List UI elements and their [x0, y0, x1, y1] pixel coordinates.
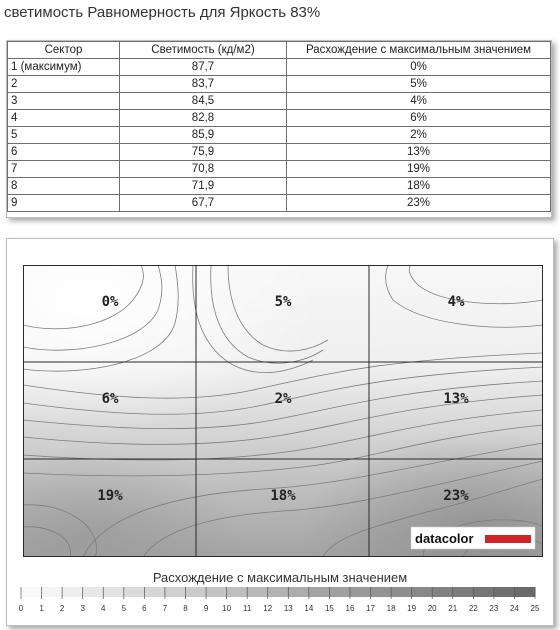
legend-swatch [144, 587, 165, 597]
cell-luminance: 75,9 [120, 144, 287, 161]
uniformity-table [7, 41, 551, 212]
legend-tick-label: 13 [283, 604, 293, 613]
logo-text: datacolor [415, 531, 474, 546]
legend-swatch [227, 587, 248, 597]
cell-deviation: 18% [287, 178, 551, 195]
legend-tick-label: 8 [183, 604, 188, 613]
legend-tick-label: 3 [80, 604, 85, 613]
cell-deviation: 4% [287, 93, 551, 110]
cell-sector: 4 [8, 110, 120, 127]
table-row [8, 144, 551, 161]
legend-tick-label: 25 [530, 604, 540, 613]
page-title: светимость Равномерность для Яркость 83% [4, 4, 321, 21]
legend-swatch [309, 587, 330, 597]
cell-luminance: 82,8 [120, 110, 287, 127]
cell-sector: 6 [8, 144, 120, 161]
cell-luminance: 87,7 [120, 59, 287, 76]
cell-luminance: 67,7 [120, 195, 287, 212]
col-header-deviation: Расхождение с максимальным значением [287, 42, 551, 59]
table-row [8, 195, 551, 212]
uniformity-contour-map [23, 265, 543, 557]
legend-title: Расхождение с максимальным значением [152, 570, 408, 585]
zone-label: 6% [101, 391, 119, 407]
legend-tick-label: 7 [162, 604, 168, 613]
zone-label: 2% [274, 391, 292, 407]
legend-swatch [453, 587, 474, 597]
legend-swatch [185, 587, 206, 597]
table-row [8, 76, 551, 93]
legend-swatch [247, 587, 268, 597]
legend-swatch [165, 587, 186, 597]
legend-tick-label: 21 [448, 604, 458, 613]
cell-luminance: 84,5 [120, 93, 287, 110]
legend-swatch [514, 587, 535, 597]
col-header-sector: Сектор [8, 42, 120, 59]
cell-luminance: 85,9 [120, 127, 287, 144]
legend-tick-label: 10 [222, 604, 232, 613]
cell-sector: 5 [8, 127, 120, 144]
legend-tick-label: 11 [243, 604, 252, 613]
legend-tick-label: 12 [263, 604, 273, 613]
uniformity-table-panel [6, 40, 552, 218]
legend-tick-label: 0 [18, 604, 24, 613]
legend-tick-label: 24 [509, 604, 519, 613]
legend-swatch [371, 587, 392, 597]
zone-label: 5% [274, 294, 292, 310]
cell-deviation: 19% [287, 161, 551, 178]
cell-sector: 1 (максимум) [8, 59, 120, 76]
legend-tick-label: 20 [427, 604, 437, 613]
legend-tick-label: 15 [324, 604, 334, 613]
cell-deviation: 5% [287, 76, 551, 93]
col-header-luminance: Светимость (кд/м2) [120, 42, 287, 59]
legend-tick-label: 18 [386, 604, 396, 613]
legend-tick-label: 22 [468, 604, 478, 613]
table-row [8, 110, 551, 127]
cell-deviation: 2% [287, 127, 551, 144]
legend-swatch [473, 587, 494, 597]
zone-label: 4% [447, 294, 465, 310]
cell-deviation: 13% [287, 144, 551, 161]
legend-swatch [206, 587, 227, 597]
legend-swatch [62, 587, 83, 597]
cell-sector: 2 [8, 76, 120, 93]
legend-tick-label: 5 [121, 604, 127, 613]
cell-luminance: 70,8 [120, 161, 287, 178]
legend-scale [15, 585, 545, 621]
legend-swatch [391, 587, 412, 597]
table-row [8, 161, 551, 178]
zone-label: 0% [101, 294, 119, 310]
legend-tick-label: 2 [59, 604, 65, 613]
cell-sector: 9 [8, 195, 120, 212]
cell-luminance: 71,9 [120, 178, 287, 195]
cell-deviation: 6% [287, 110, 551, 127]
cell-sector: 8 [8, 178, 120, 195]
legend-swatch [350, 587, 371, 597]
legend-tick-label: 4 [101, 604, 106, 613]
legend-swatch [103, 587, 124, 597]
datacolor-logo [411, 527, 535, 549]
table-row [8, 178, 551, 195]
legend-tick-label: 16 [345, 604, 355, 613]
legend-swatch [412, 587, 433, 597]
legend-swatch [288, 587, 309, 597]
zone-label: 19% [97, 488, 123, 504]
legend-tick-label: 19 [407, 604, 417, 613]
legend-swatch [83, 587, 104, 597]
cell-sector: 3 [8, 93, 120, 110]
legend-swatch [124, 587, 145, 597]
table-header-row [8, 42, 551, 59]
legend-swatch [268, 587, 289, 597]
table-row [8, 93, 551, 110]
zone-label: 18% [270, 488, 296, 504]
legend-tick-label: 1 [39, 604, 44, 613]
legend-swatch [494, 587, 515, 597]
table-row [8, 127, 551, 144]
legend-tick-label: 9 [203, 604, 209, 613]
legend-swatch [432, 587, 453, 597]
legend-swatch [329, 587, 350, 597]
cell-deviation: 23% [287, 195, 551, 212]
zone-label: 23% [443, 488, 469, 504]
zone-label: 13% [443, 391, 469, 407]
legend-tick-label: 6 [142, 604, 147, 613]
table-row [8, 59, 551, 76]
cell-sector: 7 [8, 161, 120, 178]
legend-swatch [42, 587, 63, 597]
legend-tick-label: 14 [304, 604, 314, 613]
cell-luminance: 83,7 [120, 76, 287, 93]
cell-deviation: 0% [287, 59, 551, 76]
legend-tick-label: 17 [366, 604, 375, 613]
uniformity-map-panel [6, 238, 554, 626]
legend-swatch [21, 587, 42, 597]
legend-tick-label: 23 [489, 604, 499, 613]
